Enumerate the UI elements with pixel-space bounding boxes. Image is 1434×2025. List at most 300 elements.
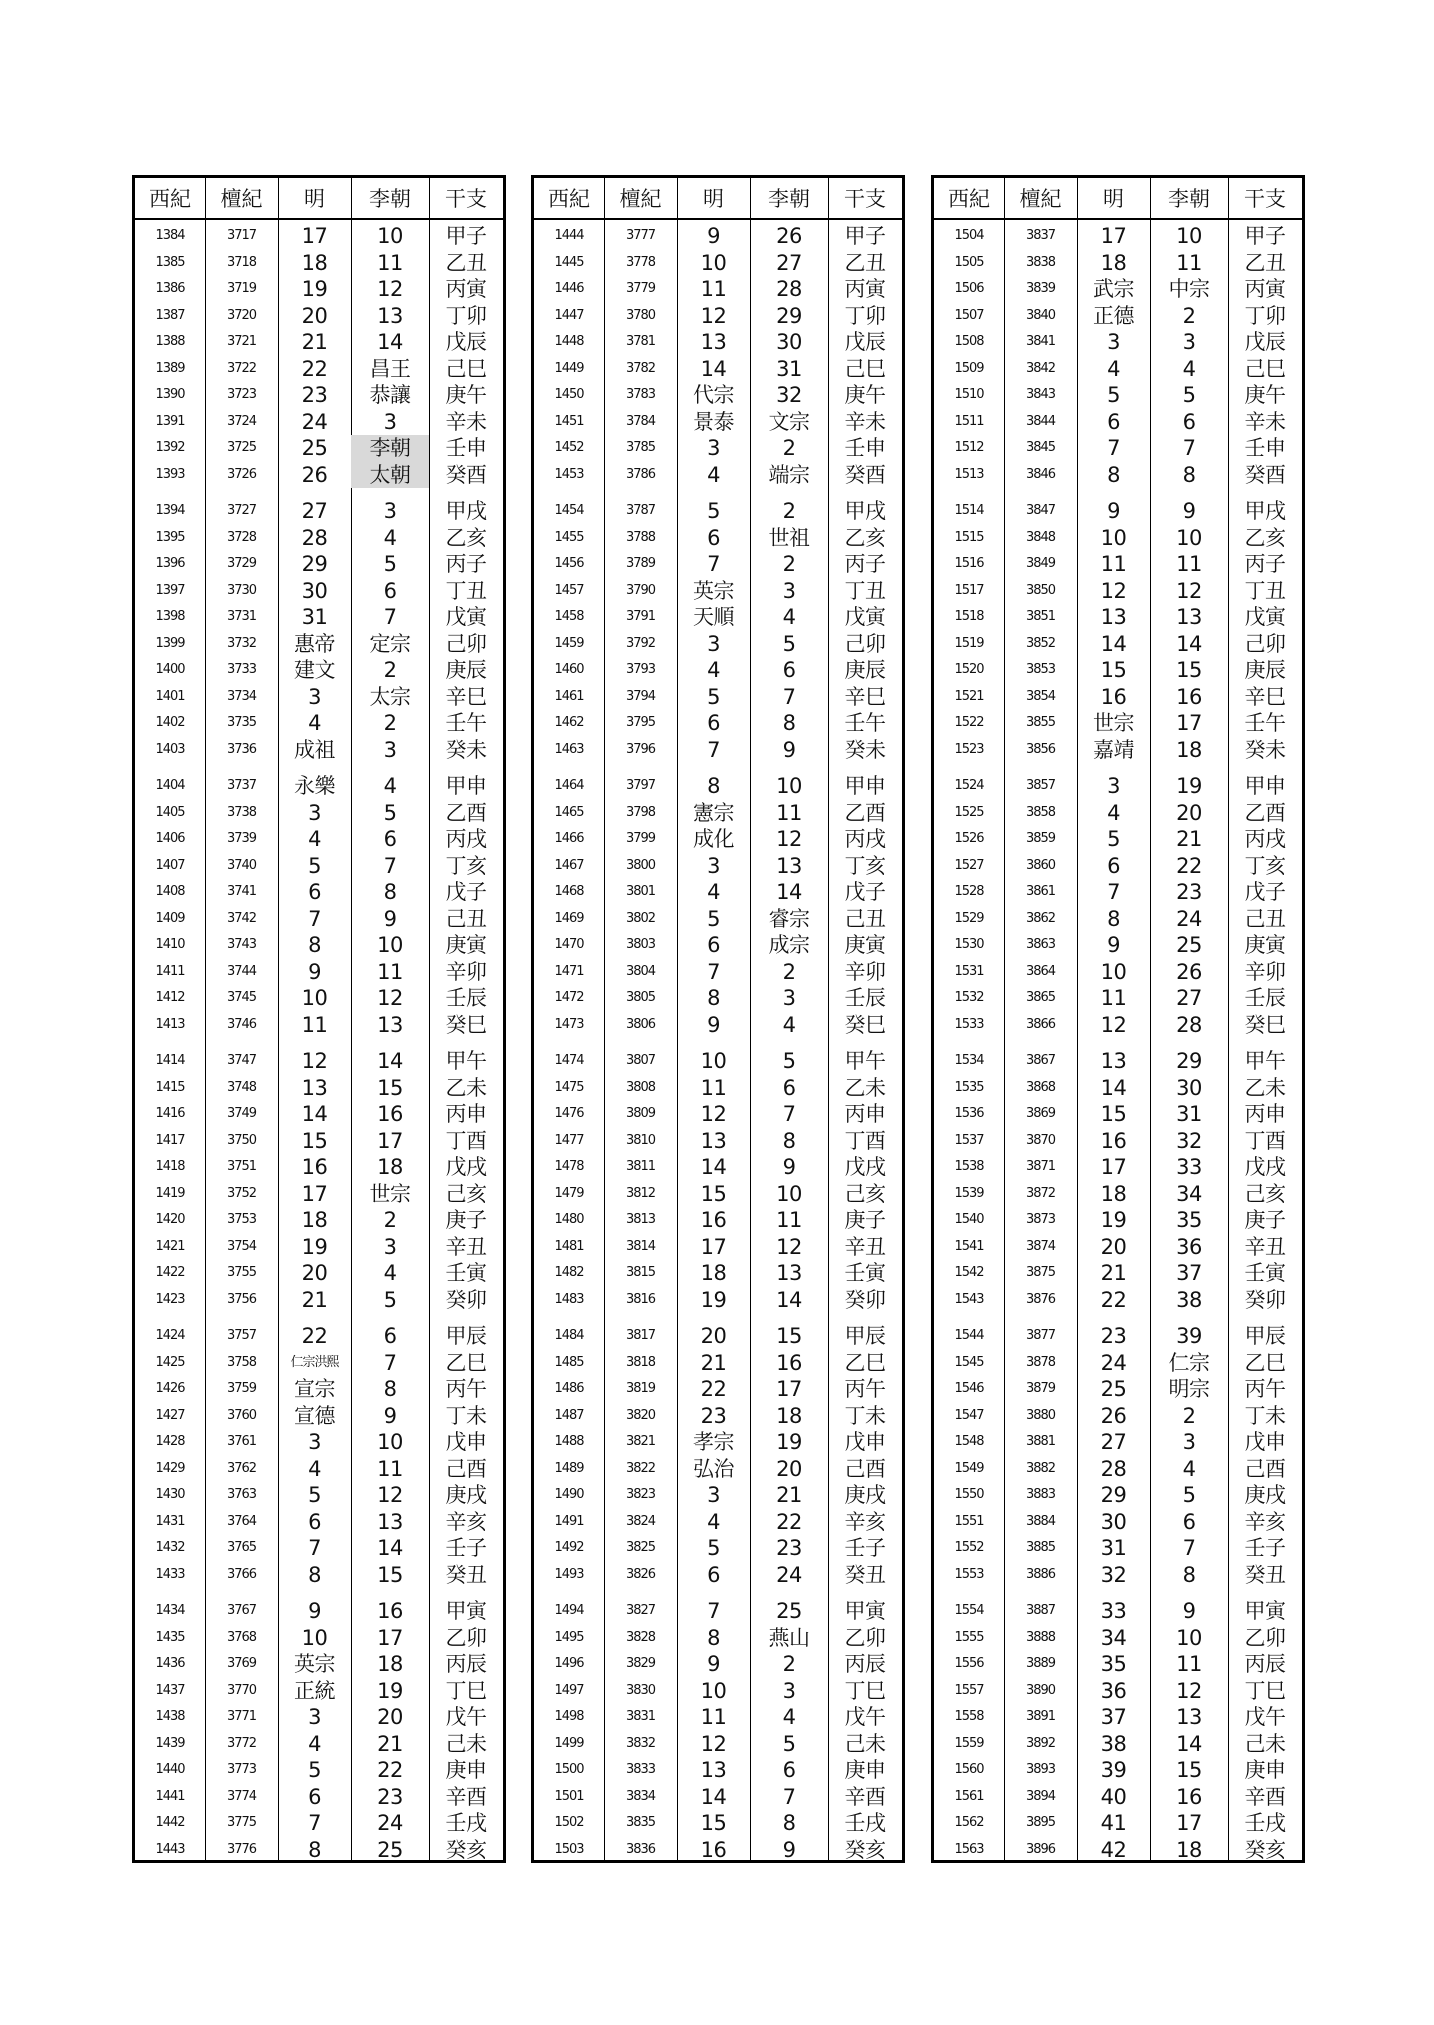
cell-ad-year: 1483 xyxy=(554,1291,584,1307)
cell-ganji: 戊戌 xyxy=(844,1155,886,1179)
cell-ming-era: 7 xyxy=(1107,880,1120,904)
cell-ganji: 己未 xyxy=(844,1731,886,1756)
cell-joseon-era: 15 xyxy=(1176,1758,1202,1782)
cell-ming-era: 35 xyxy=(1100,1652,1127,1676)
table-row xyxy=(934,250,1302,277)
cell-ganji: 辛丑 xyxy=(1244,1234,1286,1259)
cell-dangi-year: 3841 xyxy=(1025,334,1056,349)
table-row xyxy=(534,329,902,356)
table-row xyxy=(534,959,902,986)
cell-dangi-year: 3745 xyxy=(226,990,257,1005)
cell-joseon-era: 3 xyxy=(383,1234,397,1259)
cell-ming-era: 永樂 xyxy=(294,774,335,798)
cell-ganji: 甲辰 xyxy=(445,1324,487,1348)
cell-dangi-year: 3770 xyxy=(226,1682,257,1698)
table-row xyxy=(135,879,503,906)
cell-dangi-year: 3825 xyxy=(625,1540,656,1555)
cell-ganji: 己卯 xyxy=(445,631,487,656)
table-row xyxy=(534,1181,902,1208)
table-row xyxy=(135,1704,503,1731)
cell-joseon-era: 6 xyxy=(383,1324,397,1348)
cell-ad-year: 1476 xyxy=(554,1106,584,1121)
cell-ming-era: 11 xyxy=(700,1075,727,1100)
cell-ad-year: 1497 xyxy=(554,1682,584,1698)
cell-dangi-year: 3843 xyxy=(1025,387,1056,402)
cell-dangi-year: 3879 xyxy=(1025,1381,1056,1396)
table-row xyxy=(135,1403,503,1430)
cell-dangi-year: 3783 xyxy=(625,387,656,402)
cell-ganji: 庚申 xyxy=(844,1758,886,1782)
cell-joseon-era: 10 xyxy=(377,933,403,957)
cell-ganji: 癸未 xyxy=(445,737,487,762)
cell-ad-year: 1544 xyxy=(954,1328,984,1343)
cell-dangi-year: 3735 xyxy=(226,715,257,730)
cell-ad-year: 1521 xyxy=(954,688,984,704)
table-row xyxy=(934,356,1302,383)
cell-ming-era: 14 xyxy=(1100,1075,1127,1100)
cell-ming-era: 10 xyxy=(700,1678,727,1703)
cell-dangi-year: 3754 xyxy=(226,1238,257,1254)
cell-dangi-year: 3867 xyxy=(1025,1053,1056,1068)
cell-joseon-era: 8 xyxy=(782,1128,796,1153)
table-row xyxy=(534,1154,902,1181)
cell-dangi-year: 3724 xyxy=(226,413,257,429)
cell-ganji: 戊寅 xyxy=(844,605,886,629)
cell-ming-era: 28 xyxy=(301,525,328,550)
cell-dangi-year: 3815 xyxy=(625,1265,656,1280)
table-row xyxy=(534,1075,902,1102)
cell-ganji: 丁丑 xyxy=(445,578,487,603)
table-row xyxy=(934,1234,1302,1261)
cell-ming-era: 4 xyxy=(707,462,720,487)
cell-ad-year: 1540 xyxy=(954,1212,984,1227)
table-row xyxy=(534,1376,902,1403)
header-joseon-era: 李朝 xyxy=(1168,187,1210,211)
cell-ganji: 乙亥 xyxy=(1244,525,1286,550)
cell-ganji: 甲申 xyxy=(1244,774,1286,798)
cell-ad-year: 1422 xyxy=(155,1265,185,1280)
cell-ad-year: 1449 xyxy=(554,360,584,376)
cell-ming-era: 12 xyxy=(1100,578,1127,603)
table-row xyxy=(135,631,503,658)
table-row xyxy=(934,985,1302,1012)
table-row xyxy=(534,1562,902,1589)
cell-ming-era: 7 xyxy=(308,1536,321,1560)
cell-ganji: 辛巳 xyxy=(844,684,886,709)
cell-ming-era: 憲宗 xyxy=(693,800,734,825)
cell-dangi-year: 3785 xyxy=(625,440,656,455)
cell-joseon-era: 6 xyxy=(782,1075,796,1100)
cell-ganji: 壬申 xyxy=(844,436,886,460)
cell-ad-year: 1520 xyxy=(954,662,984,677)
cell-ming-era: 13 xyxy=(700,1128,727,1153)
table-row xyxy=(934,1704,1302,1731)
cell-ganji: 戊子 xyxy=(844,880,886,904)
cell-ganji: 丙子 xyxy=(844,552,886,576)
cell-ming-era: 11 xyxy=(700,1705,727,1729)
cell-joseon-era: 6 xyxy=(383,827,397,851)
table-row xyxy=(135,684,503,711)
cell-dangi-year: 3833 xyxy=(625,1762,656,1777)
cell-ganji: 丁丑 xyxy=(1244,578,1286,603)
cell-ganji: 乙亥 xyxy=(445,525,487,550)
cell-ad-year: 1406 xyxy=(155,831,185,846)
cell-ad-year: 1480 xyxy=(554,1212,584,1227)
cell-dangi-year: 3733 xyxy=(226,662,257,677)
cell-dangi-year: 3808 xyxy=(625,1079,656,1095)
cell-joseon-era: 30 xyxy=(776,330,802,354)
table-row xyxy=(135,1181,503,1208)
cell-ad-year: 1531 xyxy=(954,963,984,979)
cell-ad-year: 1514 xyxy=(954,503,984,518)
cell-joseon-era: 15 xyxy=(776,1324,802,1348)
cell-ad-year: 1450 xyxy=(554,387,584,402)
cell-ganji: 戊午 xyxy=(844,1705,886,1729)
table-row xyxy=(934,1154,1302,1181)
cell-dangi-year: 3860 xyxy=(1025,857,1056,873)
cell-ad-year: 1453 xyxy=(554,466,584,482)
table-row xyxy=(534,853,902,880)
cell-dangi-year: 3739 xyxy=(226,831,257,846)
cell-ganji: 丙寅 xyxy=(1244,277,1286,301)
cell-dangi-year: 3842 xyxy=(1025,360,1056,376)
cell-joseon-era: 4 xyxy=(782,1705,796,1729)
cell-ganji: 戊戌 xyxy=(445,1155,487,1179)
cell-joseon-era: 16 xyxy=(377,1102,403,1126)
cell-dangi-year: 3858 xyxy=(1025,804,1056,820)
table-row xyxy=(135,435,503,462)
cell-dangi-year: 3722 xyxy=(226,360,257,376)
cell-ad-year: 1443 xyxy=(155,1841,185,1857)
cell-joseon-era: 32 xyxy=(1176,1128,1202,1153)
cell-dangi-year: 3853 xyxy=(1025,662,1056,677)
cell-dangi-year: 3807 xyxy=(625,1053,656,1068)
cell-ad-year: 1477 xyxy=(554,1132,584,1148)
cell-ming-era: 3 xyxy=(707,631,720,656)
cell-ad-year: 1384 xyxy=(155,228,185,243)
cell-ganji: 壬午 xyxy=(1244,711,1286,735)
table-row xyxy=(934,1350,1302,1377)
cell-joseon-era: 14 xyxy=(377,1049,403,1073)
cell-ad-year: 1385 xyxy=(155,254,185,270)
cell-joseon-era: 8 xyxy=(782,711,796,735)
cell-ming-era: 42 xyxy=(1100,1837,1127,1862)
cell-ming-era: 弘治 xyxy=(693,1456,734,1481)
cell-ming-era: 3 xyxy=(707,1483,720,1507)
cell-joseon-era: 5 xyxy=(383,800,397,825)
table-row xyxy=(934,1376,1302,1403)
cell-ad-year: 1546 xyxy=(954,1381,984,1396)
cell-ming-era: 13 xyxy=(700,330,727,354)
cell-ganji: 丙辰 xyxy=(445,1652,487,1676)
cell-ad-year: 1447 xyxy=(554,307,584,323)
cell-ad-year: 1440 xyxy=(155,1762,185,1777)
cell-joseon-era: 28 xyxy=(776,277,802,301)
cell-dangi-year: 3728 xyxy=(226,529,257,545)
table-row xyxy=(534,1048,902,1075)
cell-joseon-era: 15 xyxy=(377,1562,403,1587)
cell-ming-era: 8 xyxy=(308,1562,321,1587)
cell-ad-year: 1426 xyxy=(155,1381,185,1396)
cell-dangi-year: 3829 xyxy=(625,1656,656,1671)
cell-ming-era: 9 xyxy=(308,1599,321,1623)
cell-ad-year: 1405 xyxy=(155,804,185,820)
cell-dangi-year: 3776 xyxy=(226,1841,257,1857)
cell-dangi-year: 3809 xyxy=(625,1106,656,1121)
cell-ganji: 戊子 xyxy=(445,880,487,904)
cell-ad-year: 1401 xyxy=(155,688,185,704)
cell-ganji: 甲戌 xyxy=(1244,499,1286,523)
cell-joseon-era: 4 xyxy=(383,1261,397,1285)
cell-ganji: 庚子 xyxy=(844,1208,886,1232)
cell-ad-year: 1543 xyxy=(954,1291,984,1307)
cell-ming-era: 7 xyxy=(308,1811,321,1835)
cell-ad-year: 1533 xyxy=(954,1016,984,1032)
cell-joseon-era: 5 xyxy=(1182,1483,1196,1507)
cell-dangi-year: 3773 xyxy=(226,1762,257,1777)
cell-joseon-era: 4 xyxy=(383,525,397,550)
cell-ad-year: 1500 xyxy=(554,1762,584,1777)
cell-ming-era: 19 xyxy=(1100,1208,1127,1232)
cell-ganji: 癸卯 xyxy=(445,1287,487,1312)
cell-ming-era: 5 xyxy=(308,1483,321,1507)
cell-ming-era: 12 xyxy=(700,1731,727,1756)
cell-ad-year: 1526 xyxy=(954,831,984,846)
cell-ad-year: 1492 xyxy=(554,1540,584,1555)
cell-ad-year: 1474 xyxy=(554,1053,584,1068)
cell-ad-year: 1403 xyxy=(155,741,185,757)
cell-joseon-era: 5 xyxy=(782,1731,796,1756)
cell-ad-year: 1438 xyxy=(155,1709,185,1724)
cell-ganji: 己酉 xyxy=(844,1456,886,1481)
cell-ganji: 甲申 xyxy=(844,774,886,798)
cell-ming-era: 7 xyxy=(1107,436,1120,460)
cell-ganji: 辛酉 xyxy=(844,1784,886,1809)
cell-ming-era: 仁宗洪熙 xyxy=(290,1354,339,1370)
cell-dangi-year: 3786 xyxy=(625,466,656,482)
cell-ming-era: 景泰 xyxy=(693,409,734,434)
cell-dangi-year: 3760 xyxy=(226,1407,257,1423)
cell-ganji: 己丑 xyxy=(445,906,487,931)
cell-ad-year: 1561 xyxy=(954,1788,984,1804)
cell-ganji: 丁酉 xyxy=(844,1128,886,1153)
cell-ad-year: 1487 xyxy=(554,1407,584,1423)
cell-ming-era: 15 xyxy=(700,1811,727,1835)
cell-ad-year: 1451 xyxy=(554,413,584,429)
cell-ganji: 庚戌 xyxy=(844,1483,886,1507)
cell-ganji: 乙未 xyxy=(1244,1075,1286,1100)
cell-ganji: 丁巳 xyxy=(1244,1678,1286,1703)
cell-ganji: 丁亥 xyxy=(844,853,886,878)
cell-joseon-era: 6 xyxy=(782,1758,796,1782)
table-row xyxy=(934,1101,1302,1128)
cell-dangi-year: 3890 xyxy=(1025,1682,1056,1698)
cell-dangi-year: 3806 xyxy=(625,1016,656,1032)
cell-ganji: 癸卯 xyxy=(844,1287,886,1312)
table-row xyxy=(534,1456,902,1483)
cell-ming-era: 7 xyxy=(707,1599,720,1623)
cell-ganji: 甲午 xyxy=(844,1049,886,1073)
cell-joseon-era: 16 xyxy=(377,1599,403,1623)
table-row xyxy=(934,329,1302,356)
cell-ad-year: 1412 xyxy=(155,990,185,1005)
table-row xyxy=(934,303,1302,330)
cell-ad-year: 1509 xyxy=(954,360,984,376)
cell-ad-year: 1458 xyxy=(554,609,584,624)
cell-ming-era: 18 xyxy=(301,250,328,275)
table-row xyxy=(534,1598,902,1625)
cell-ming-era: 17 xyxy=(700,1234,727,1259)
cell-joseon-era: 11 xyxy=(776,1208,802,1232)
cell-ganji: 乙酉 xyxy=(445,800,487,825)
table-row xyxy=(135,551,503,578)
cell-joseon-era: 14 xyxy=(377,330,403,354)
cell-ming-era: 16 xyxy=(1100,684,1127,709)
cell-dangi-year: 3811 xyxy=(625,1159,656,1174)
cell-joseon-era: 29 xyxy=(776,303,802,328)
cell-joseon-era: 39 xyxy=(1176,1324,1202,1348)
cell-ad-year: 1550 xyxy=(954,1487,984,1502)
cell-joseon-era: 2 xyxy=(782,959,796,984)
cell-joseon-era: 31 xyxy=(1176,1102,1202,1126)
cell-ganji: 己亥 xyxy=(844,1181,886,1206)
cell-joseon-era: 太宗 xyxy=(369,684,411,709)
cell-dangi-year: 3765 xyxy=(226,1540,257,1555)
cell-joseon-era: 9 xyxy=(383,906,397,931)
cell-ad-year: 1475 xyxy=(554,1079,584,1095)
cell-ming-era: 17 xyxy=(301,224,328,248)
cell-ming-era: 24 xyxy=(1100,1350,1127,1375)
cell-ad-year: 1532 xyxy=(954,990,984,1005)
cell-joseon-era: 世宗 xyxy=(369,1181,411,1206)
cell-dangi-year: 3831 xyxy=(625,1709,656,1724)
cell-ganji: 戊寅 xyxy=(1244,605,1286,629)
cell-ganji: 丙辰 xyxy=(844,1652,886,1676)
cell-ad-year: 1436 xyxy=(155,1656,185,1671)
cell-ming-era: 20 xyxy=(700,1324,727,1348)
cell-dangi-year: 3817 xyxy=(625,1328,656,1343)
cell-ming-era: 38 xyxy=(1100,1731,1127,1756)
table-row xyxy=(934,525,1302,552)
table-row xyxy=(934,1075,1302,1102)
cell-ganji: 癸巳 xyxy=(844,1012,886,1037)
cell-dangi-year: 3880 xyxy=(1025,1407,1056,1423)
cell-ganji: 乙巳 xyxy=(844,1350,886,1375)
table-row xyxy=(534,1234,902,1261)
cell-ganji: 壬戌 xyxy=(844,1811,886,1835)
cell-joseon-era: 11 xyxy=(776,800,802,825)
cell-dangi-year: 3741 xyxy=(226,884,257,899)
table-row xyxy=(534,1350,902,1377)
cell-joseon-era: 4 xyxy=(782,1012,796,1037)
cell-joseon-era: 10 xyxy=(776,1181,802,1206)
cell-joseon-era: 13 xyxy=(776,853,802,878)
table-row xyxy=(934,1260,1302,1287)
cell-ganji: 辛卯 xyxy=(445,959,487,984)
cell-dangi-year: 3792 xyxy=(625,635,656,651)
cell-ming-era: 3 xyxy=(707,436,720,460)
table-row xyxy=(934,1625,1302,1652)
cell-dangi-year: 3717 xyxy=(226,228,257,243)
table-row xyxy=(135,462,503,489)
cell-dangi-year: 3876 xyxy=(1025,1291,1056,1307)
cell-ad-year: 1529 xyxy=(954,910,984,926)
cell-ming-era: 12 xyxy=(700,303,727,328)
cell-joseon-era: 13 xyxy=(1176,605,1202,629)
table-row xyxy=(135,1287,503,1314)
cell-ming-era: 英宗 xyxy=(294,1652,335,1676)
year-table-1 xyxy=(132,175,506,1863)
cell-dangi-year: 3737 xyxy=(226,778,257,793)
cell-ad-year: 1545 xyxy=(954,1354,984,1370)
cell-ming-era: 17 xyxy=(301,1181,328,1206)
table-row xyxy=(534,1323,902,1350)
cell-ad-year: 1528 xyxy=(954,884,984,899)
cell-ad-year: 1488 xyxy=(554,1434,584,1449)
cell-ganji: 丙申 xyxy=(844,1102,886,1126)
cell-ad-year: 1558 xyxy=(954,1709,984,1724)
cell-ming-era: 14 xyxy=(700,1784,727,1809)
cell-ming-era: 6 xyxy=(1107,409,1120,434)
cell-joseon-era: 27 xyxy=(776,250,802,275)
table-row xyxy=(135,1260,503,1287)
cell-joseon-era: 21 xyxy=(1176,827,1202,851)
cell-joseon-era: 11 xyxy=(377,959,403,984)
cell-ming-era: 25 xyxy=(1100,1377,1127,1401)
cell-dangi-year: 3823 xyxy=(625,1487,656,1502)
cell-ad-year: 1457 xyxy=(554,582,584,598)
cell-ming-era: 成祖 xyxy=(294,737,335,762)
table-row xyxy=(135,1376,503,1403)
cell-joseon-era: 13 xyxy=(377,1509,403,1534)
cell-ganji: 己未 xyxy=(1244,1731,1286,1756)
cell-dangi-year: 3834 xyxy=(625,1788,656,1804)
cell-ad-year: 1495 xyxy=(554,1629,584,1645)
table-row xyxy=(135,1207,503,1234)
cell-ad-year: 1530 xyxy=(954,937,984,952)
cell-dangi-year: 3800 xyxy=(625,857,656,873)
cell-ad-year: 1517 xyxy=(954,582,984,598)
cell-dangi-year: 3796 xyxy=(625,741,656,757)
cell-ganji: 癸亥 xyxy=(844,1837,886,1862)
table-row xyxy=(534,525,902,552)
cell-ganji: 丙申 xyxy=(1244,1102,1286,1126)
cell-ad-year: 1410 xyxy=(155,937,185,952)
cell-ganji: 壬辰 xyxy=(844,986,886,1010)
cell-ad-year: 1498 xyxy=(554,1709,584,1724)
cell-dangi-year: 3791 xyxy=(625,609,656,624)
cell-joseon-era: 4 xyxy=(383,774,397,798)
cell-ad-year: 1468 xyxy=(554,884,584,899)
cell-joseon-era: 17 xyxy=(377,1625,403,1650)
cell-ad-year: 1461 xyxy=(554,688,584,704)
cell-ganji: 辛未 xyxy=(1244,409,1286,434)
cell-ad-year: 1560 xyxy=(954,1762,984,1777)
cell-joseon-era: 34 xyxy=(1176,1181,1202,1206)
cell-dangi-year: 3746 xyxy=(226,1016,257,1032)
cell-ming-era: 天順 xyxy=(693,605,734,629)
cell-dangi-year: 3873 xyxy=(1025,1212,1056,1227)
table-row xyxy=(135,737,503,764)
cell-joseon-era: 32 xyxy=(776,383,802,407)
table-header xyxy=(135,178,503,220)
table-row xyxy=(934,1048,1302,1075)
table-row xyxy=(534,1012,902,1039)
table-row xyxy=(534,250,902,277)
table-row xyxy=(934,604,1302,631)
cell-joseon-era: 7 xyxy=(383,1350,397,1375)
cell-dangi-year: 3821 xyxy=(625,1434,656,1449)
